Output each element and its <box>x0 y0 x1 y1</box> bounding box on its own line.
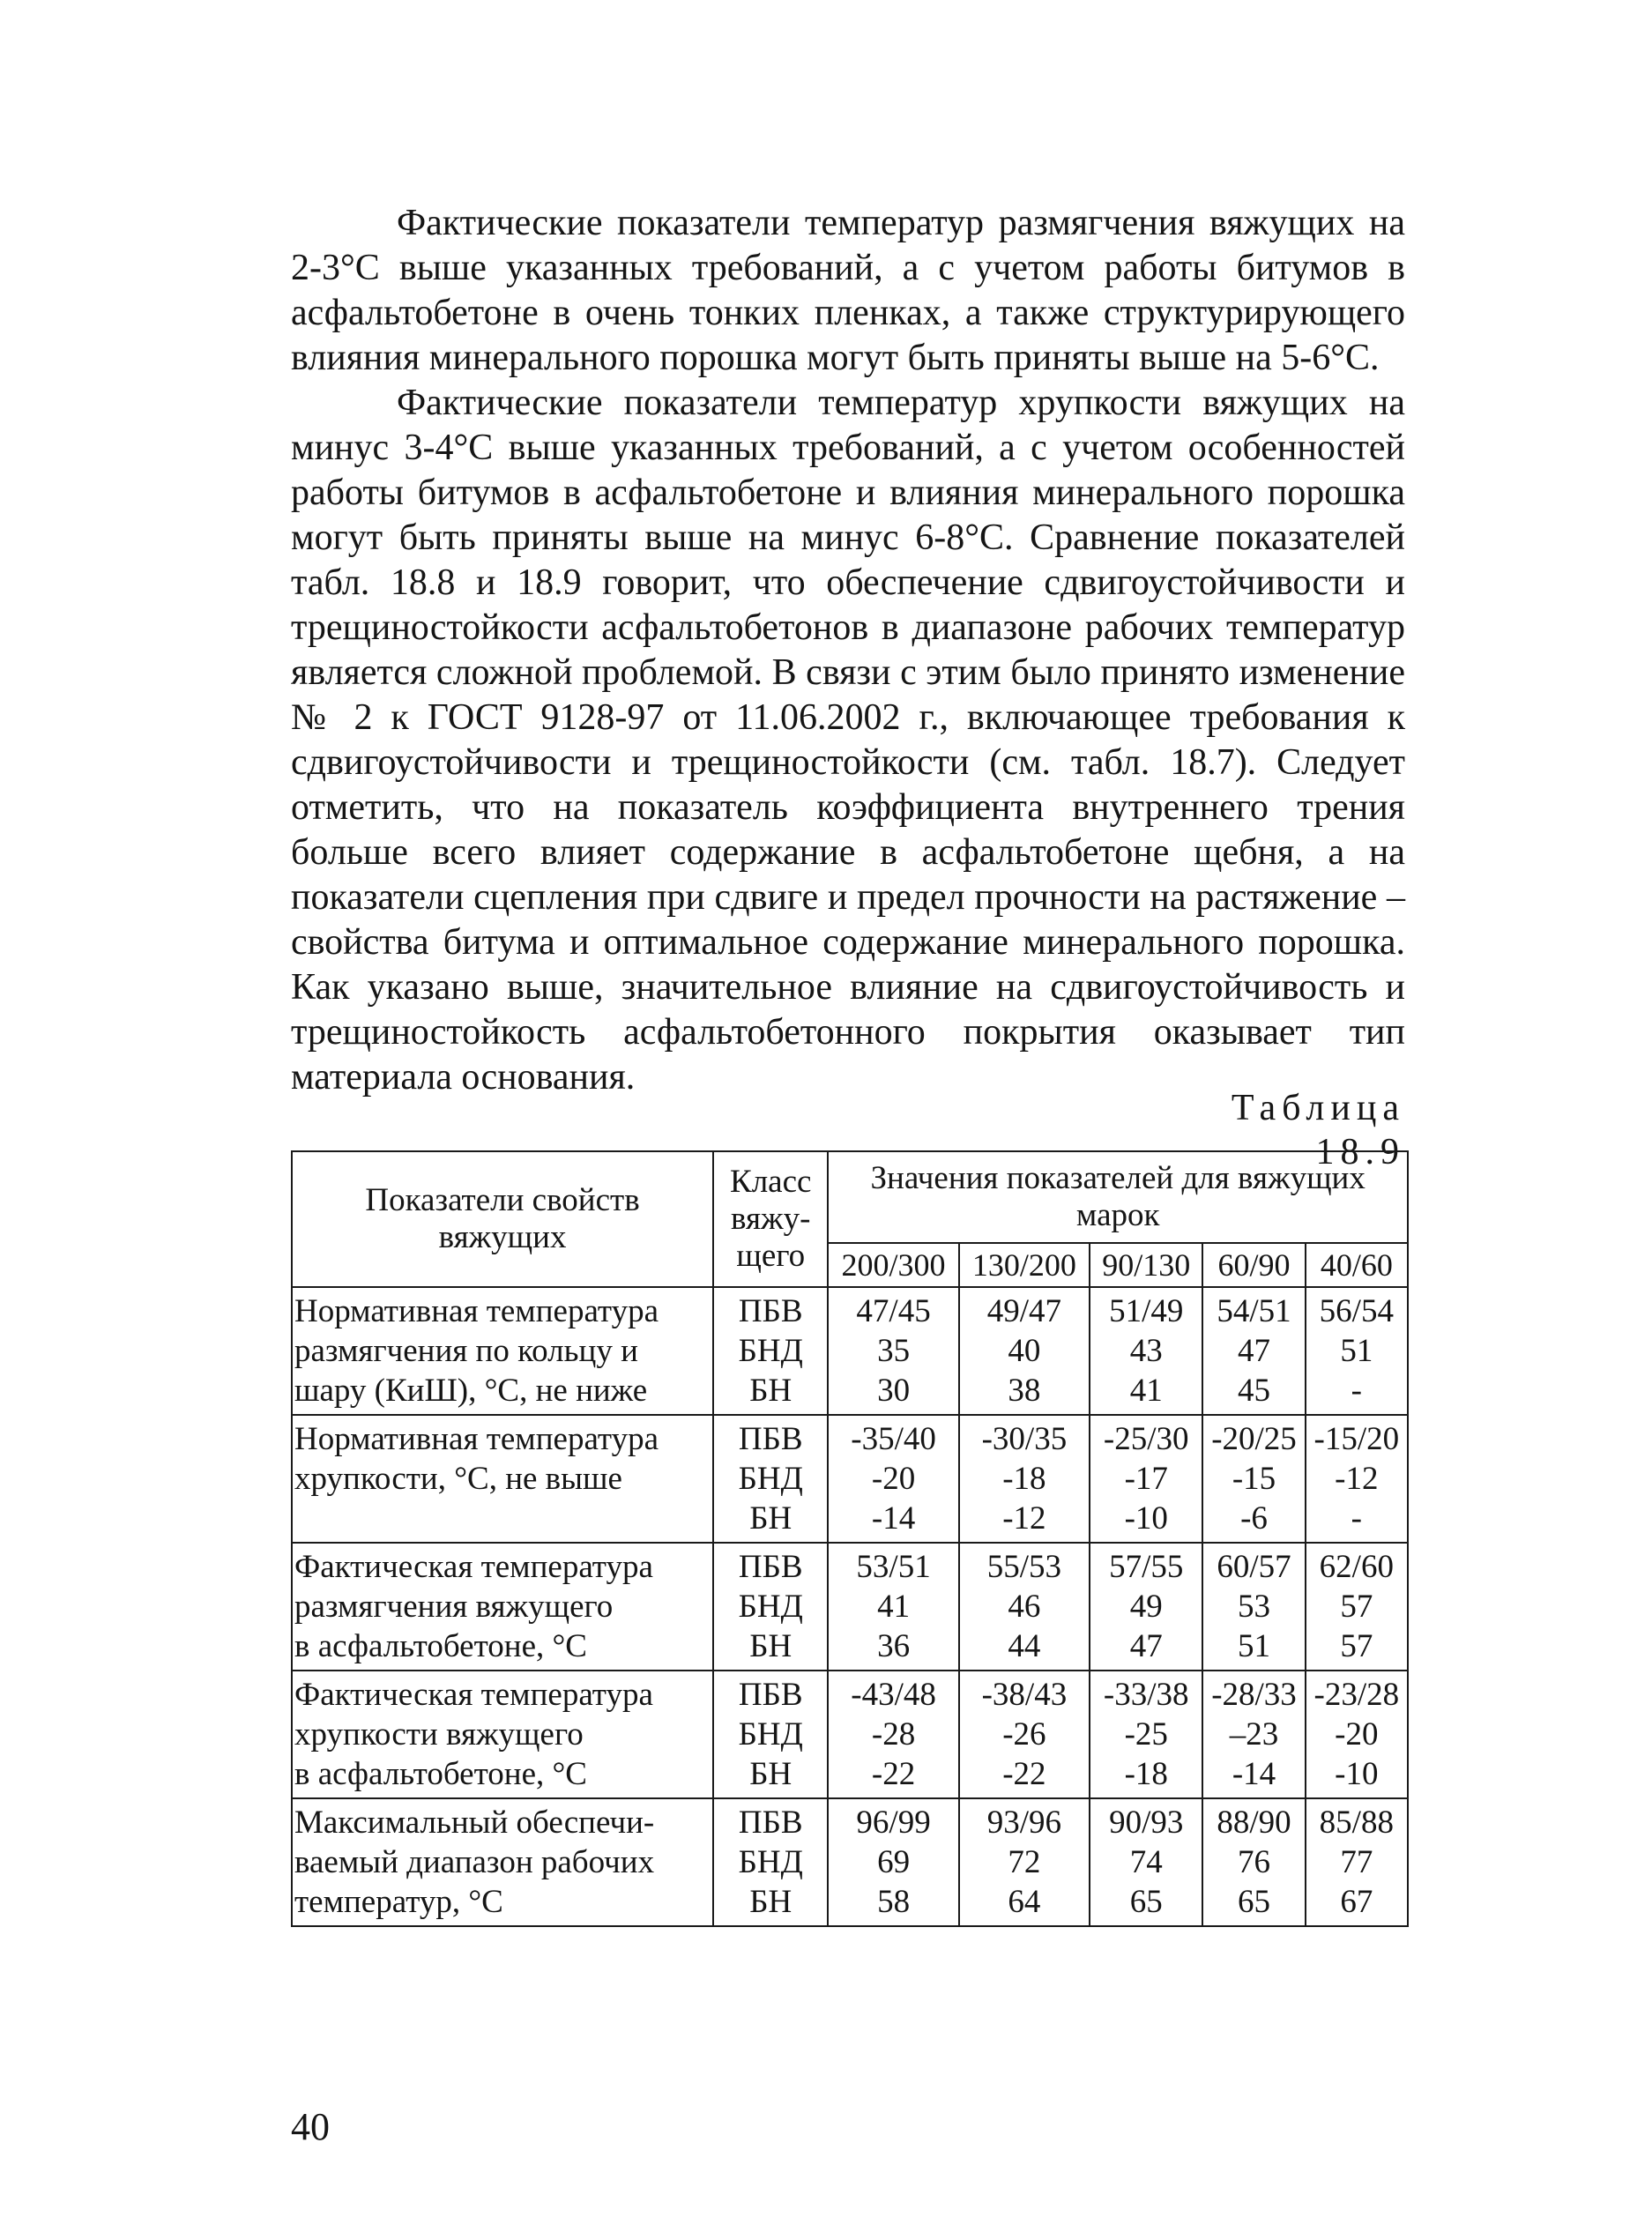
value-cell <box>959 1798 1090 1926</box>
value: 96/99 <box>856 1805 931 1841</box>
value: -25/30 <box>1103 1421 1189 1457</box>
property-cell <box>292 1671 713 1798</box>
value-cell <box>1306 1543 1408 1671</box>
value: 41 <box>877 1589 911 1625</box>
property-cell <box>292 1543 713 1671</box>
value: –23 <box>1229 1716 1279 1753</box>
value: -25 <box>1124 1716 1168 1753</box>
class-value: БН <box>749 1373 793 1409</box>
value: 69 <box>877 1844 911 1880</box>
class-value: ПБВ <box>738 1677 803 1713</box>
value: 65 <box>1238 1884 1270 1920</box>
class-value: БН <box>749 1628 793 1664</box>
value: 62/60 <box>1319 1549 1394 1585</box>
value: -14 <box>1232 1756 1276 1792</box>
value: 47 <box>1129 1628 1163 1664</box>
value-cell <box>1202 1415 1305 1543</box>
value: 53/51 <box>856 1549 931 1585</box>
value: 51 <box>1340 1333 1373 1369</box>
header-class-line: щего <box>736 1238 806 1274</box>
class-value: ПБВ <box>738 1805 803 1841</box>
property-line: хрупкости, °С, не выше <box>294 1461 622 1497</box>
table-row <box>292 1671 1408 1798</box>
property-cell <box>292 1415 713 1543</box>
class-cell <box>713 1543 828 1671</box>
value-cell <box>1090 1671 1202 1798</box>
table-caption: Таблица 18.9 <box>1231 1088 1405 1172</box>
value: 38 <box>1008 1373 1041 1409</box>
value-cell <box>1202 1287 1305 1415</box>
value: 40 <box>1008 1333 1041 1369</box>
value: -10 <box>1124 1500 1168 1537</box>
value-cell <box>959 1671 1090 1798</box>
value: 56/54 <box>1319 1293 1394 1329</box>
properties-table <box>291 1150 1409 1927</box>
value-cell <box>828 1671 958 1798</box>
page-number: 40 <box>291 2105 330 2148</box>
value-cell <box>959 1287 1090 1415</box>
value: -20 <box>871 1461 916 1497</box>
value-cell <box>959 1543 1090 1671</box>
header-brand: 200/300 <box>828 1243 958 1287</box>
value: -17 <box>1124 1461 1168 1497</box>
paragraph: Фактические показатели температур размягчения вяжущих на 2-3°С выше указанных требований, а с учетом работы битумов в асфальтобетоне в очень тонких пленках, а также структурирующего влияния минерального порошка могут быть приняты выше на 5-6°С. <box>291 203 1405 378</box>
paragraph: Фактические показатели температур хрупкости вяжущих на минус 3-4°С выше указанных требований, а с учетом особенностей работы битумов в асфальтобетоне и влияния минерального порошка могут быть приняты выше на минус 6-8°С. Сравнение показателей табл. 18.8 и 18.9 говорит, что обеспечение сдвигоустойчивости и трещиностойкости асфальтобетонов в диапазоне рабочих температур является сложной проблемой. В связи с этим было принято изменение № 2 к ГОСТ 9128-97 от 11.06.2002 г., включающее требования к сдвигоустойчивости и трещиностойкости (см. табл. 18.7). Следует отметить, что на показатель коэффициента внутреннего трения больше всего влияет содержание в асфальтобетоне щебня, а на показатели сцепления при сдвиге и предел прочности на растяжение – свойства битума и оптимальное содержание минерального порошка. Как указано выше, значительное влияние на сдвигоустойчивость и трещиностойкость асфальтобетонного покрытия оказывает тип материала основания. <box>291 383 1405 1098</box>
header-class-line: вяжу- <box>731 1201 811 1237</box>
class-cell <box>713 1671 828 1798</box>
value: -33/38 <box>1103 1677 1189 1713</box>
value: 57/55 <box>1109 1549 1184 1585</box>
value: -12 <box>1002 1500 1046 1537</box>
value: 46 <box>1008 1589 1041 1625</box>
value-cell <box>828 1287 958 1415</box>
value-cell <box>1306 1287 1408 1415</box>
value: 47/45 <box>856 1293 931 1329</box>
value: 45 <box>1238 1373 1270 1409</box>
value: 90/93 <box>1109 1805 1184 1841</box>
value: 57 <box>1340 1589 1373 1625</box>
property-line: в асфальтобетоне, °С <box>294 1756 587 1792</box>
value-cell <box>1202 1671 1305 1798</box>
value: 60/57 <box>1217 1549 1291 1585</box>
value-cell <box>1090 1287 1202 1415</box>
property-cell <box>292 1798 713 1926</box>
value: -28 <box>871 1716 916 1753</box>
value: 53 <box>1238 1589 1270 1625</box>
class-value: БНД <box>738 1844 803 1880</box>
value: 72 <box>1008 1844 1041 1880</box>
value: 88/90 <box>1217 1805 1291 1841</box>
value-cell <box>1306 1415 1408 1543</box>
value: 76 <box>1238 1844 1270 1880</box>
property-line: размягчения вяжущего <box>294 1589 614 1625</box>
header-class <box>713 1151 828 1287</box>
value-cell <box>1090 1543 1202 1671</box>
header-property-line: Показатели свойств <box>365 1182 640 1218</box>
value: 36 <box>877 1628 911 1664</box>
value: 47 <box>1238 1333 1270 1369</box>
class-cell <box>713 1798 828 1926</box>
property-cell <box>292 1287 713 1415</box>
value-cell <box>828 1415 958 1543</box>
header-brand: 60/90 <box>1202 1243 1305 1287</box>
header-values-line: марок <box>1075 1197 1160 1233</box>
value: -10 <box>1335 1756 1379 1792</box>
class-value: БНД <box>738 1333 803 1369</box>
value: 35 <box>877 1333 911 1369</box>
value: 58 <box>877 1884 911 1920</box>
property-line: Нормативная температура <box>294 1293 659 1329</box>
header-class-line: Класс <box>730 1164 812 1200</box>
value: -23/28 <box>1313 1677 1400 1713</box>
value: -12 <box>1335 1461 1379 1497</box>
header-property <box>292 1151 713 1287</box>
class-value: БНД <box>738 1589 803 1625</box>
value: -28/33 <box>1211 1677 1297 1713</box>
value: 65 <box>1129 1884 1163 1920</box>
value: 41 <box>1129 1373 1163 1409</box>
property-line: Максимальный обеспечи- <box>294 1805 655 1841</box>
class-cell <box>713 1415 828 1543</box>
header-brand: 40/60 <box>1306 1243 1408 1287</box>
table-row <box>292 1287 1408 1415</box>
class-value: ПБВ <box>738 1549 803 1585</box>
value: 85/88 <box>1319 1805 1394 1841</box>
value: -22 <box>1002 1756 1046 1792</box>
property-line: в асфальтобетоне, °С <box>294 1628 587 1664</box>
value: -43/48 <box>851 1677 936 1713</box>
value-cell <box>1090 1798 1202 1926</box>
value: -22 <box>871 1756 916 1792</box>
body-text <box>291 201 1405 1100</box>
class-value: БНД <box>738 1716 803 1753</box>
value: 67 <box>1340 1884 1373 1920</box>
property-line: ваемый диапазон рабочих <box>294 1844 655 1880</box>
value: 54/51 <box>1217 1293 1291 1329</box>
value: -14 <box>871 1500 916 1537</box>
property-line: Нормативная температура <box>294 1421 659 1457</box>
value: - <box>1351 1500 1362 1537</box>
class-value: БН <box>749 1756 793 1792</box>
class-cell <box>713 1287 828 1415</box>
value-cell <box>959 1415 1090 1543</box>
value-cell <box>1202 1543 1305 1671</box>
value: -15 <box>1232 1461 1276 1497</box>
value: -20/25 <box>1211 1421 1297 1457</box>
property-line: размягчения по кольцу и <box>294 1333 638 1369</box>
value: -6 <box>1240 1500 1268 1537</box>
value-cell <box>1306 1671 1408 1798</box>
header-values <box>828 1151 1408 1243</box>
value: 51/49 <box>1109 1293 1184 1329</box>
value-cell <box>1306 1798 1408 1926</box>
table-row <box>292 1415 1408 1543</box>
value: -15/20 <box>1313 1421 1400 1457</box>
value: 51 <box>1238 1628 1270 1664</box>
value: - <box>1351 1373 1362 1409</box>
property-line: Фактическая температура <box>294 1677 653 1713</box>
header-values-line: Значения показателей для вяжущих <box>870 1160 1366 1196</box>
class-value: БН <box>749 1500 793 1537</box>
value: -38/43 <box>981 1677 1068 1713</box>
value: 64 <box>1008 1884 1041 1920</box>
value: 74 <box>1129 1844 1163 1880</box>
value: 44 <box>1008 1628 1041 1664</box>
value: 49 <box>1129 1589 1163 1625</box>
header-brand: 90/130 <box>1090 1243 1202 1287</box>
value: 93/96 <box>986 1805 1062 1841</box>
value: -30/35 <box>981 1421 1068 1457</box>
property-line: температур, °С <box>294 1884 503 1920</box>
table-row <box>292 1798 1408 1926</box>
property-line: Фактическая температура <box>294 1549 653 1585</box>
class-value: БН <box>749 1884 793 1920</box>
value: 49/47 <box>986 1293 1062 1329</box>
property-line: хрупкости вяжущего <box>294 1716 584 1753</box>
value: 57 <box>1340 1628 1373 1664</box>
value: -18 <box>1002 1461 1046 1497</box>
value: 55/53 <box>986 1549 1062 1585</box>
class-value: ПБВ <box>738 1293 803 1329</box>
value-cell <box>1202 1798 1305 1926</box>
property-line: шару (КиШ), °С, не ниже <box>294 1373 648 1409</box>
value: -26 <box>1002 1716 1046 1753</box>
value-cell <box>828 1798 958 1926</box>
table-row <box>292 1543 1408 1671</box>
header-property-line: вяжущих <box>438 1219 567 1255</box>
header-brand: 130/200 <box>959 1243 1090 1287</box>
value: -18 <box>1124 1756 1168 1792</box>
class-value: БНД <box>738 1461 803 1497</box>
value: -20 <box>1335 1716 1379 1753</box>
class-value: ПБВ <box>738 1421 803 1457</box>
value: -35/40 <box>851 1421 936 1457</box>
value: 30 <box>877 1373 911 1409</box>
value-cell <box>1090 1415 1202 1543</box>
value-cell <box>828 1543 958 1671</box>
value: 77 <box>1340 1844 1373 1880</box>
value: 43 <box>1129 1333 1163 1369</box>
